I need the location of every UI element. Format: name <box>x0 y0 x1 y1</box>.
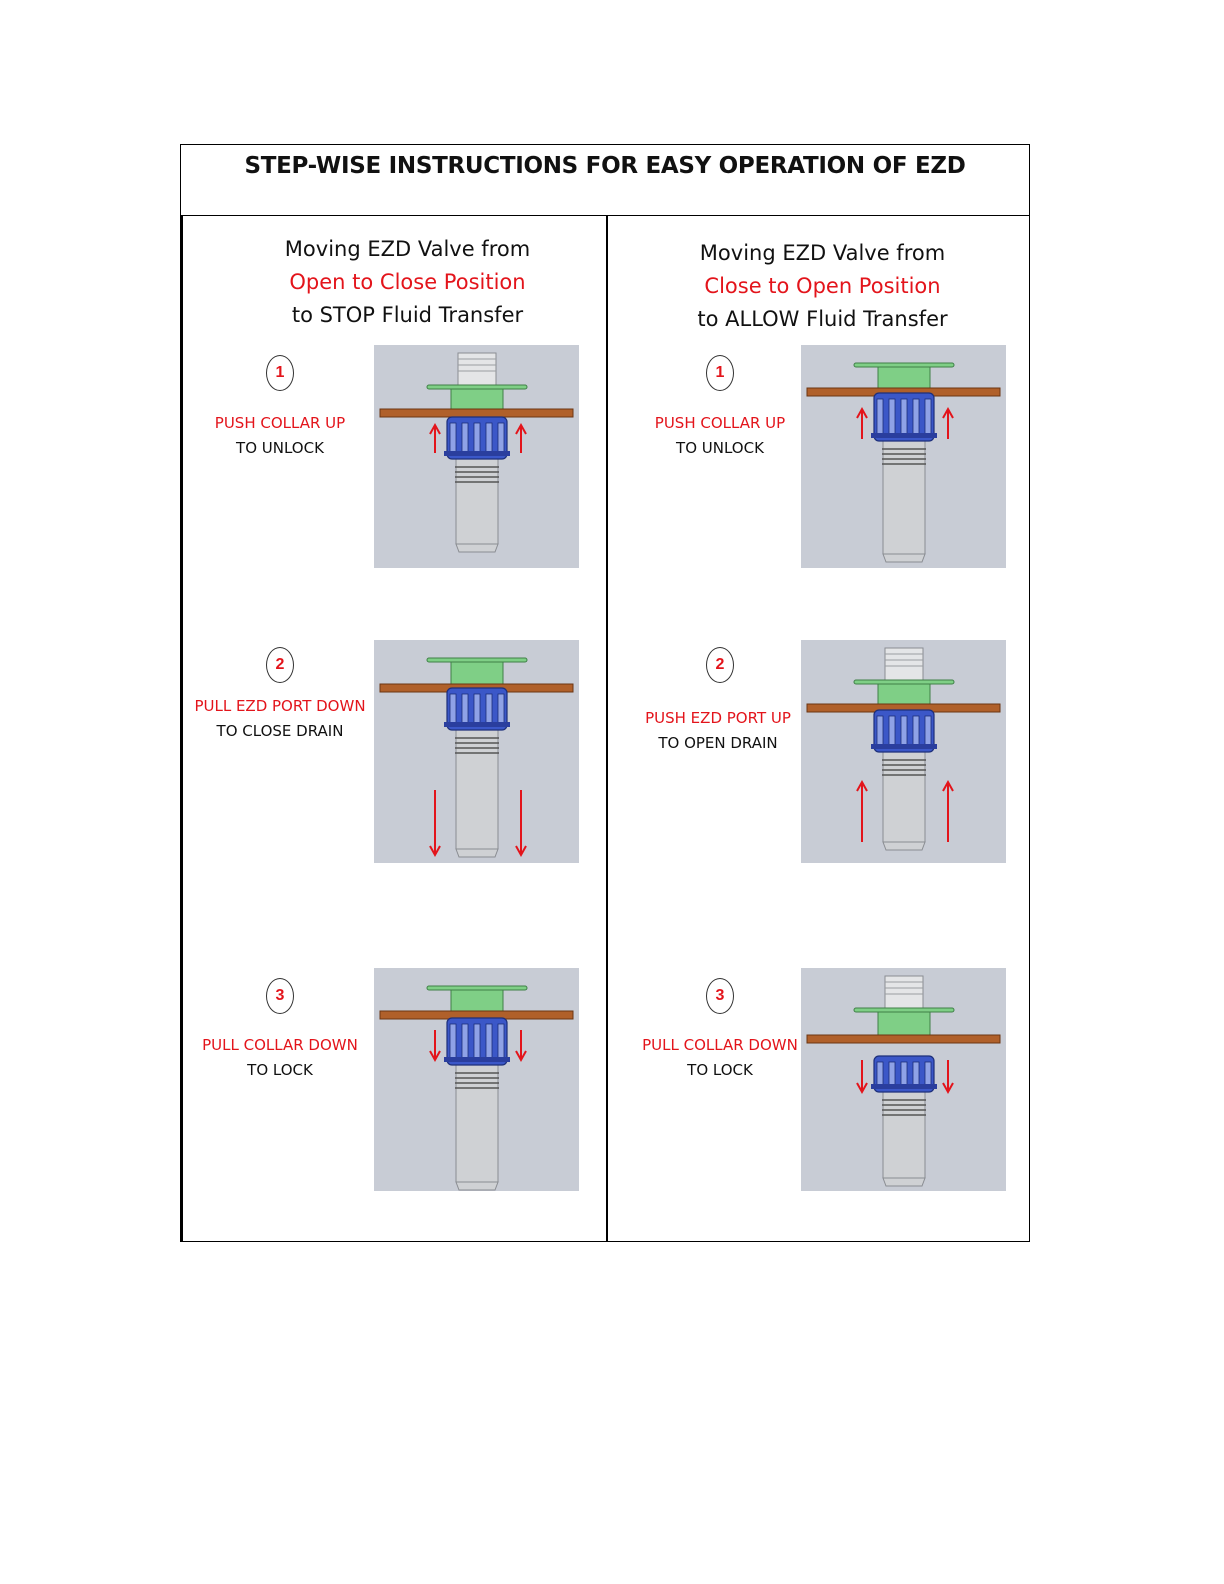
right-step1-result: TO UNLOCK <box>676 439 764 457</box>
collar-slot <box>462 423 468 453</box>
collar-slot <box>462 694 468 724</box>
left-step3-text <box>180 1033 380 1083</box>
mounting-plate <box>380 409 573 417</box>
collar-slot <box>498 1024 504 1059</box>
valve-tip <box>883 842 925 850</box>
collar-slot <box>486 423 492 453</box>
right-step3-action: PULL COLLAR DOWN <box>642 1036 798 1054</box>
valve-seal <box>878 367 930 388</box>
left-step2-text <box>180 694 380 744</box>
right-heading-line1: Moving EZD Valve from <box>699 241 946 265</box>
left-step3-image <box>374 968 579 1191</box>
collar-ring <box>444 451 510 456</box>
collar-slot <box>889 1062 895 1086</box>
right-heading-line3: to ALLOW Fluid Transfer <box>697 307 948 331</box>
left-step3-action: PULL COLLAR DOWN <box>202 1036 358 1054</box>
right-step1-action: PUSH COLLAR UP <box>654 414 786 432</box>
collar-ring <box>444 722 510 727</box>
valve-illustration <box>374 968 579 1191</box>
right-step3-image <box>801 968 1006 1191</box>
right-step3-result: TO LOCK <box>687 1061 753 1079</box>
right-step1-image <box>801 345 1006 568</box>
page-title: STEP-WISE INSTRUCTIONS FOR EASY OPERATION OF EZD <box>244 153 966 179</box>
valve-flange <box>427 385 527 389</box>
collar-slot <box>474 694 480 724</box>
left-step1-action: PUSH COLLAR UP <box>214 414 346 432</box>
valve-seal <box>878 1012 930 1035</box>
right-step2-image <box>801 640 1006 863</box>
valve-tip <box>456 849 498 857</box>
collar-slot <box>889 399 895 435</box>
collar-slot <box>925 716 931 746</box>
collar-slot <box>925 1062 931 1086</box>
right-step3-text <box>620 1033 820 1083</box>
left-step3-number: 3 <box>266 978 294 1014</box>
left-heading-line2: Open to Close Position <box>289 270 526 294</box>
valve-tip <box>883 1178 925 1186</box>
collar-slot <box>486 694 492 724</box>
collar-slot <box>498 423 504 453</box>
valve-illustration <box>801 345 1006 568</box>
left-step1-image <box>374 345 579 568</box>
valve-seal <box>451 389 503 409</box>
valve-flange <box>427 658 527 662</box>
left-step1-text <box>180 411 380 461</box>
collar-slot <box>877 1062 883 1086</box>
collar-slot <box>498 694 504 724</box>
valve-illustration <box>374 345 579 568</box>
column-divider <box>606 215 608 1241</box>
mounting-plate <box>807 1035 1000 1043</box>
right-step2-result: TO OPEN DRAIN <box>658 734 778 752</box>
valve-body <box>883 441 925 554</box>
collar-slot <box>486 1024 492 1059</box>
collar-ring <box>871 744 937 749</box>
collar-slot <box>913 716 919 746</box>
left-column-heading <box>200 233 615 332</box>
left-step2-image <box>374 640 579 863</box>
title-row <box>181 145 1029 216</box>
collar-slot <box>450 423 456 453</box>
left-heading-line1: Moving EZD Valve from <box>284 237 531 261</box>
collar-ring <box>871 1084 937 1089</box>
valve-flange <box>427 986 527 990</box>
left-step3-result: TO LOCK <box>247 1061 313 1079</box>
right-heading-line2: Close to Open Position <box>704 274 941 298</box>
valve-illustration <box>374 640 579 863</box>
valve-flange <box>854 680 954 684</box>
left-step1-result: TO UNLOCK <box>236 439 324 457</box>
collar-slot <box>450 1024 456 1059</box>
right-step1-text <box>620 411 820 461</box>
valve-tip <box>456 1182 498 1190</box>
left-heading-line3: to STOP Fluid Transfer <box>291 303 524 327</box>
collar-ring <box>444 1057 510 1062</box>
collar-ring <box>871 433 937 438</box>
valve-tip <box>456 544 498 552</box>
valve-seal <box>878 684 930 704</box>
left-step1-number: 1 <box>266 355 294 391</box>
collar-slot <box>901 1062 907 1086</box>
right-step2-text <box>618 706 818 756</box>
valve-seal <box>451 990 503 1011</box>
collar-slot <box>913 1062 919 1086</box>
valve-flange <box>854 363 954 367</box>
collar-slot <box>877 716 883 746</box>
collar-slot <box>913 399 919 435</box>
right-column-heading <box>615 237 1030 336</box>
collar-slot <box>474 423 480 453</box>
left-step2-result: TO CLOSE DRAIN <box>216 722 344 740</box>
collar-slot <box>474 1024 480 1059</box>
right-step2-action: PUSH EZD PORT UP <box>645 709 791 727</box>
right-step3-number: 3 <box>706 978 734 1014</box>
right-step2-number: 2 <box>706 647 734 683</box>
valve-seal <box>451 662 503 684</box>
valve-illustration <box>801 968 1006 1191</box>
collar-slot <box>462 1024 468 1059</box>
collar-slot <box>901 399 907 435</box>
collar-slot <box>925 399 931 435</box>
right-step1-number: 1 <box>706 355 734 391</box>
collar-slot <box>901 716 907 746</box>
valve-illustration <box>801 640 1006 863</box>
collar-slot <box>889 716 895 746</box>
collar-slot <box>877 399 883 435</box>
collar-slot <box>450 694 456 724</box>
left-step2-action: PULL EZD PORT DOWN <box>194 697 366 715</box>
valve-flange <box>854 1008 954 1012</box>
left-step2-number: 2 <box>266 647 294 683</box>
valve-tip <box>883 554 925 562</box>
